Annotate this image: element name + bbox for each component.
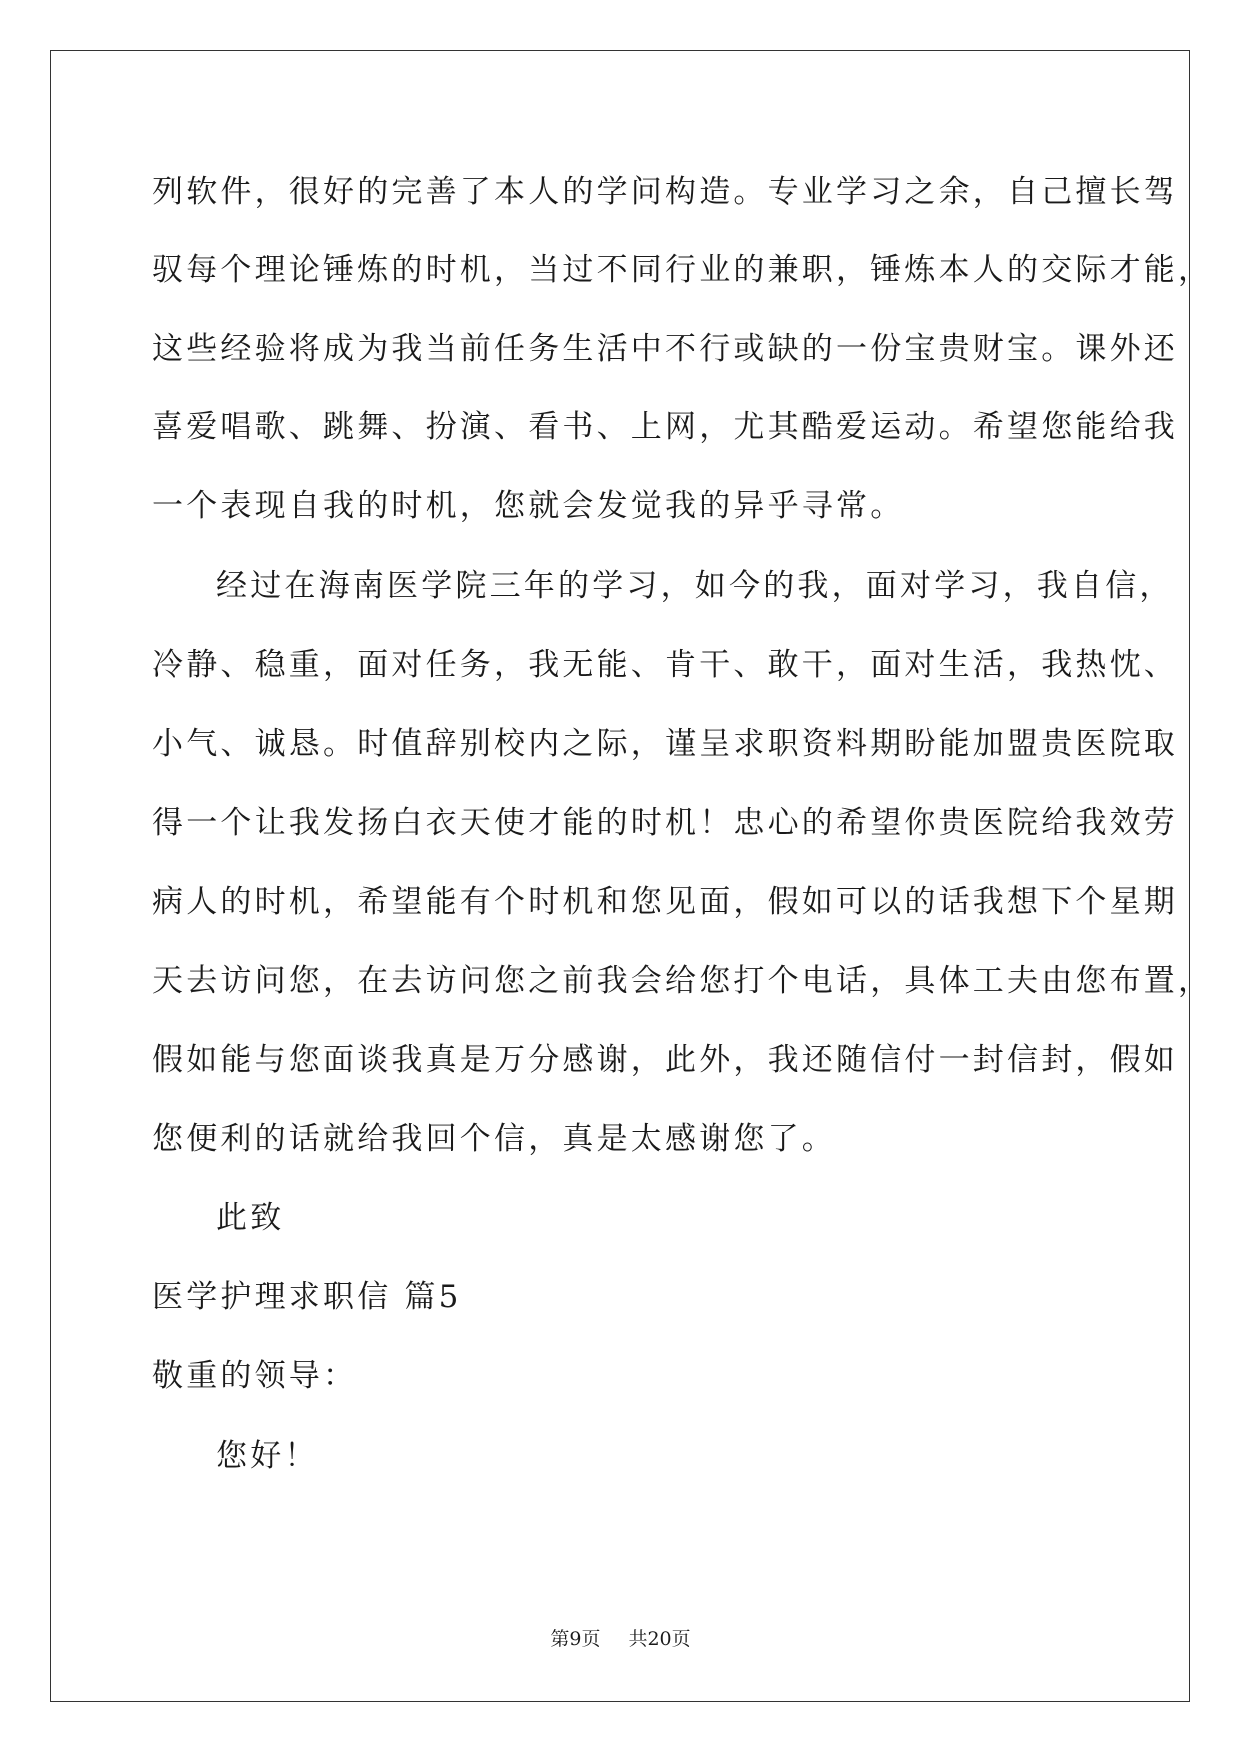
body-line-13: 您便利的话就给我回个信，真是太感谢您了。 bbox=[152, 1121, 836, 1157]
closing-line: 此致 bbox=[216, 1200, 285, 1236]
body-line-2: 驭每个理论锤炼的时机，当过不同行业的兼职，锤炼本人的交际才能， bbox=[152, 252, 1213, 288]
body-line-12: 假如能与您面谈我真是万分感谢，此外，我还随信付一封信封，假如 bbox=[152, 1042, 1178, 1078]
body-line-3: 这些经验将成为我当前任务生活中不行或缺的一份宝贵财宝。课外还 bbox=[152, 331, 1178, 367]
body-line-6: 经过在海南医学院三年的学习，如今的我，面对学习，我自信， bbox=[216, 568, 1174, 604]
body-line-10: 病人的时机，希望能有个时机和您见面，假如可以的话我想下个星期 bbox=[152, 884, 1178, 920]
body-line-8: 小气、诚恳。时值辞别校内之际，谨呈求职资料期盼能加盟贵医院取 bbox=[152, 726, 1178, 762]
greeting: 您好！ bbox=[216, 1438, 319, 1474]
body-line-4: 喜爱唱歌、跳舞、扮演、看书、上网，尤其酷爱运动。希望您能给我 bbox=[152, 409, 1178, 445]
page-footer bbox=[0, 1627, 1241, 1651]
salutation: 敬重的领导： bbox=[152, 1358, 358, 1394]
body-line-9: 得一个让我发扬白衣天使才能的时机！忠心的希望你贵医院给我效劳 bbox=[152, 805, 1178, 841]
page-total: 共20页 bbox=[628, 1628, 691, 1650]
body-line-11: 天去访问您，在去访问您之前我会给您打个电话，具体工夫由您布置， bbox=[152, 963, 1213, 999]
body-line-7: 冷静、稳重，面对任务，我无能、肯干、敢干，面对生活，我热忱、 bbox=[152, 647, 1178, 683]
body-line-1: 列软件，很好的完善了本人的学问构造。专业学习之余，自己擅长驾 bbox=[152, 174, 1178, 210]
section-heading: 医学护理求职信 篇5 bbox=[152, 1279, 462, 1315]
page-number: 第9页 bbox=[550, 1628, 601, 1650]
body-line-5: 一个表现自我的时机，您就会发觉我的异乎寻常。 bbox=[152, 488, 905, 524]
